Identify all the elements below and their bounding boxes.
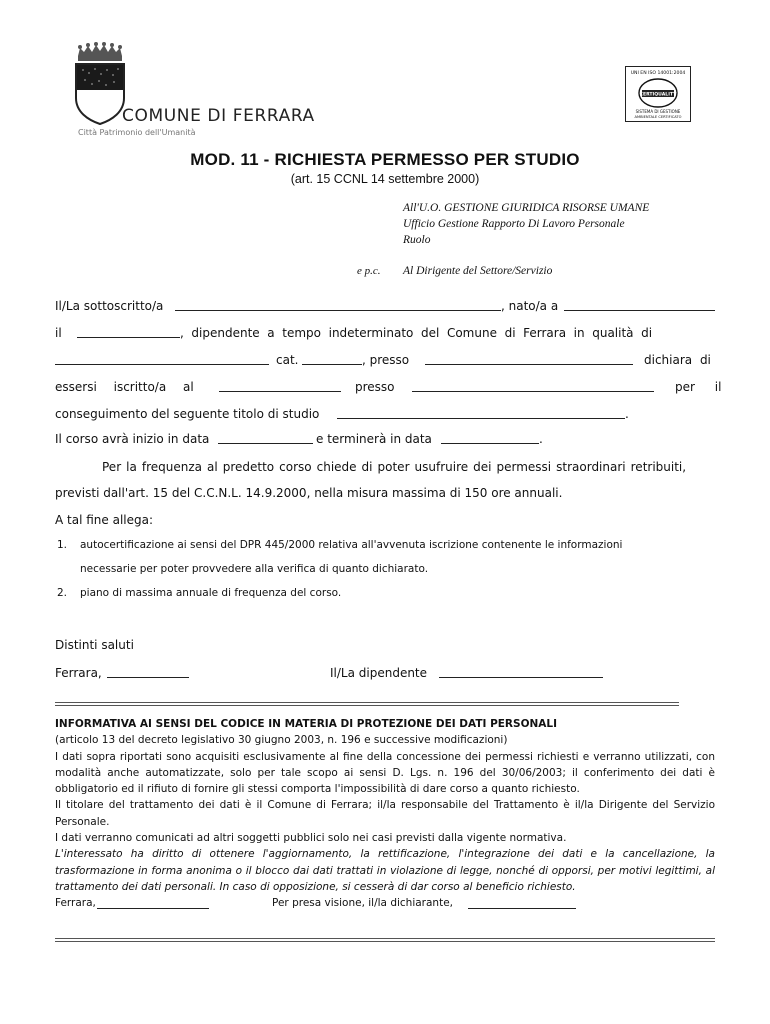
attachments-label: A tal fine allega: (55, 513, 154, 527)
request-text-2: previsti dall'art. 15 del C.C.N.L. 14.9.2000, nella misura massima di 150 ore annuali. (55, 486, 563, 500)
privacy-place-label: Ferrara, (55, 897, 96, 910)
degree-label: conseguimento del seguente titolo di studio (55, 407, 320, 421)
attachment-1-text: autocertificazione ai sensi del DPR 445/2000 relativa all'avvenuta iscrizione contenente le informazioni (80, 539, 623, 551)
cert-mark-text: CERTIQUALITY (639, 92, 677, 98)
degree-period: . (625, 407, 629, 421)
enrolled-label: essersi iscritto/a al (55, 380, 194, 394)
cert-environmental-text: AMBIENTALE CERTIFICATO (634, 115, 682, 119)
institution-field[interactable] (412, 379, 654, 392)
privacy-paragraph-3: I dati verranno comunicati ad altri soggetti pubblici solo nei casi previsti dalla vigente normativa. (55, 832, 567, 845)
name-label: Il/La sottoscritto/a (55, 299, 164, 313)
category-label: cat. (276, 353, 299, 367)
cert-system-text: SISTEMA DI GESTIONE (635, 109, 681, 114)
place-label: Ferrara, (55, 666, 102, 680)
document-title: MOD. 11 - RICHIESTA PERMESSO PER STUDIO (190, 150, 580, 169)
degree-field[interactable] (337, 406, 625, 419)
request-text-1: Per la frequenza al predetto corso chiede di poter usufruire dei permessi straordinari retribuiti, (102, 460, 687, 474)
recipient-line-1: All'U.O. GESTIONE GIURIDICA RISORSE UMANE (403, 202, 650, 214)
privacy-reference: (articolo 13 del decreto legislativo 30 giugno 2003, n. 196 e successive modificazioni) (55, 734, 508, 747)
start-date-field[interactable] (218, 431, 313, 444)
certiquality-badge (625, 66, 691, 122)
attachment-1-number: 1. (57, 539, 68, 551)
privacy-signature-line (55, 895, 715, 911)
attachment-2-text: piano di massima annuale di frequenza del corso. (80, 587, 342, 599)
municipality-name: COMUNE DI FERRARA (122, 106, 315, 126)
role-field[interactable] (55, 352, 269, 365)
institution-label: presso (355, 380, 395, 394)
end-date-field[interactable] (441, 431, 539, 444)
birthplace-field[interactable] (564, 298, 715, 311)
divider-top-1 (55, 702, 679, 703)
category-field[interactable] (302, 352, 362, 365)
divider-bottom-2 (55, 941, 715, 942)
privacy-paragraph-1: I dati sopra riportati sono acquisiti esclusivamente al fine della concessione dei permessi richiesti e verranno utilizzati, con modalità anche automatizzate, solo per tale scopo ai sensi D. Lgs. n. 196 del 30/06/2003; il conferimento dei dati è obbligatorio ed il rifiuto di fornire gli stessi comporta l'impossibilità di dare corso a quanto richiesto. (55, 750, 715, 796)
cc-label: e p.c. (357, 265, 381, 277)
office-label: , presso (362, 353, 410, 367)
attachment-2-number: 2. (57, 587, 68, 599)
employee-label: Il/La dipendente (330, 666, 428, 680)
office-field[interactable] (425, 352, 633, 365)
recipient-line-2: Ufficio Gestione Rapporto Di Lavoro Personale (403, 218, 625, 230)
acknowledgement-label: Per presa visione, il/la dichiarante, (272, 897, 454, 910)
salutation-text: Distinti saluti (55, 638, 134, 652)
document-subtitle: (art. 15 CCNL 14 settembre 2000) (290, 172, 480, 186)
privacy-notice (55, 716, 715, 911)
privacy-heading: INFORMATIVA AI SENSI DEL CODICE IN MATERIA DI PROTEZIONE DEI DATI PERSONALI (55, 718, 558, 730)
tagline: Città Patrimonio dell'Umanità (78, 128, 196, 137)
divider-bottom-1 (55, 938, 715, 939)
end-date-period: . (539, 432, 543, 446)
recipient-line-3: Ruolo (403, 234, 431, 246)
birthplace-label: , nato/a a (501, 299, 559, 313)
employment-text: , dipendente a tempo indeterminato del Comune di Ferrara in qualità di (180, 326, 653, 340)
end-date-label: e terminerà in data (316, 432, 432, 446)
cc-recipient: Al Dirigente del Settore/Servizio (403, 265, 553, 277)
attachment-1-text-cont: necessarie per poter provvedere alla verifica di quanto dichiarato. (80, 563, 429, 575)
start-date-label: Il corso avrà inizio in data (55, 432, 210, 446)
birthdate-label: il (55, 326, 62, 340)
declares-text: dichiara di (644, 353, 711, 367)
course-field[interactable] (219, 379, 341, 392)
place-date-field[interactable] (107, 665, 189, 678)
birthdate-field[interactable] (77, 325, 180, 338)
divider-top-2 (55, 705, 679, 706)
for-the-text: per il (675, 380, 722, 394)
name-field[interactable] (175, 298, 501, 311)
acknowledgement-signature-field[interactable] (468, 896, 576, 909)
cert-standard-text: UNI EN ISO 14001:2004 (630, 71, 686, 76)
privacy-paragraph-2: Il titolare del trattamento dei dati è il Comune di Ferrara; il/la responsabile del Trattamento è il/la Dirigente del Servizio Personale. (55, 799, 715, 828)
employee-signature-field[interactable] (439, 665, 603, 678)
privacy-rights-paragraph: L'interessato ha diritto di ottenere l'aggiornamento, la rettificazione, l'integrazione dei dati e la cancellazione, la trasformazione in forma anonima o il blocco dai dati trattati in violazione di legge, nonché di opporsi, per motivi legittimi, al trattamento dei dati personali. In caso di opposizione, si cesserà di dar corso al beneficio richiesto. (55, 848, 715, 893)
privacy-date-field[interactable] (97, 896, 209, 909)
coat-of-arms-logo (70, 42, 130, 126)
